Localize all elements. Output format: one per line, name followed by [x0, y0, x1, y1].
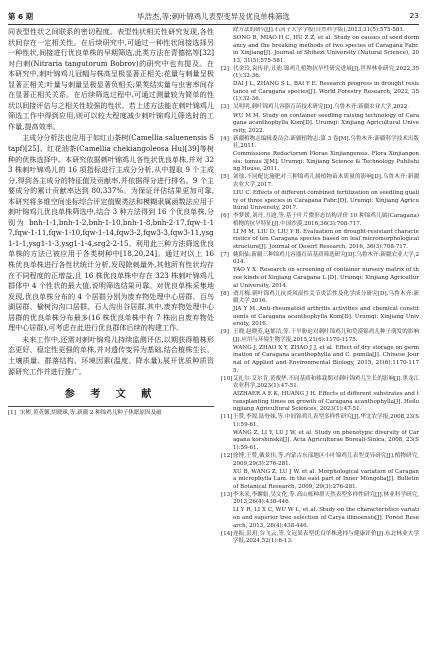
reference-number: [221, 430, 233, 453]
reference-text: 代金玲,袁传祥,丑迪.锦鸡儿植物抗旱性研究进展[J].世界林业研究,2022,35(1):32-36.: [233, 65, 419, 80]
reference-text: XU B, WANG Z, LU J W, et al. Morphological variation of Caragana microphylla Lam. in the east part of Inner Mongolia[J]. Bulletin of Botanical Research, 2009, 29(3):276-281.: [233, 468, 419, 490]
reference-text: 艾扎尔·艾尔肯,黄俊华.不同基质和移栽期对刺叶锦鸡儿生长的影响[J].黑龙江农业科学,2023(1):47-51.: [233, 375, 419, 390]
reference-text: AIZHAER A E K, HUANG J H. Effects of different substrates and transplanting times on growth of Caragana acanthophylla[J]. Heilongjiang Agricultural Sciences, 2023(1):47-51.: [233, 391, 419, 413]
reference-number: [14]: [221, 530, 233, 537]
reference-number: [221, 391, 233, 414]
reference-number: [221, 229, 233, 252]
reference-text: 刘灿.不同配比施肥对三种锦鸡儿属植物苗木质量的影响[D].乌鲁木齐:新疆农业大学,2017.: [233, 174, 419, 188]
reference-text: 除方法的研究[J].石河子大学学报(自然科学版),2013,31(5):575-581.: [233, 27, 405, 33]
running-title: 毕浩杰,等:刺叶锦鸡儿表型变异及优良单株筛选: [137, 12, 290, 21]
reference-number: [6]: [221, 213, 229, 220]
reference-number: [221, 113, 233, 136]
reference-entry: [221, 453, 419, 468]
reference-text: 姚阳仙.新疆三种锦鸡儿容器育苗基质筛选研究[D].乌鲁木齐:新疆农业大学,2014.: [233, 251, 419, 266]
reference-number: [221, 306, 233, 329]
reference-entry: [221, 507, 419, 530]
reference-text: YAO Y X. Research on screening of container nursery matrix of three kinds of Xinjiang Caragana L.[D]. Urumqi: Xinjiang Agricultural University, 2014.: [233, 267, 419, 289]
reference-text: JIA Y M. Anti-rheumatoid arthritis activities and chemical constituents of Caragana acanthophylla Kom[D]. Urumqi: Xinjiang University, 2016.: [233, 306, 419, 328]
reference-number: [8]: [221, 290, 229, 297]
reference-entry: [221, 306, 419, 329]
reference-text: Commissione Redactorum Florae Xinjiangensis. Flora Xinjiangensis: tomus 3[M]. Urumqi: Xinjiang Science & Technology Publishing House, 2011.: [233, 151, 419, 173]
reference-entry: [221, 531, 419, 546]
reference-text: WANG Z, LI Y, LU J W, et al. Study on phenotypic diversity of Caragana korshinskii[J]. Acta Agriculturae Boreali-Sinica, 2008, 23(S1):59-61.: [233, 429, 419, 452]
reference-entry: [221, 391, 419, 414]
reference-entry: [221, 345, 419, 375]
reference-text: 贾月梅.刺叶锦鸡儿抗炎风湿性关节炎活性及化学成分研究[D].乌鲁木齐:新疆大学,2016.: [233, 290, 419, 305]
reference-number: [9]: [221, 329, 229, 336]
reference-text: LI M M, LIU D, LIU Y B. Evaluation on drought-resistant characteristics of ten Caragana species based on leaf micromorphological structure[J]. Journal of Desert Research, 2016, 36(3):708-717.: [233, 228, 419, 250]
reference-entry: [221, 267, 419, 290]
reference-text: 新疆植物志编辑委员会.新疆植物志:第 3 卷[M].乌鲁木齐:新疆科学技术出版社,2011.: [233, 135, 419, 150]
reference-text: 宋彬,黄英馨,胡晓珠,等.新疆 2 种锦鸡儿种子休眠原因及破: [20, 410, 162, 417]
reference-number: [3]: [221, 104, 229, 111]
reference-entry: [221, 492, 419, 507]
reference-number: [5]: [221, 174, 229, 181]
body-paragraph: 同表型性状之间联系的密切程度。表型性状相关性研究发现,各性状间存在一定相关性。在后续研究中,可通过一种性状间接选择另一种性状,间接进行优良单株的早期筛选,此类方法在青德铭等[32]对白刺(Nitraria tangutorum Bobrov)的研究中也有提及。在本研究中,刺叶锦鸡儿冠幅与株高呈极显著正相关;花量与刺量呈极显著正相关;叶量与刺量呈极显著负相关;果荚结实量与虫害率间存在显著正相关关系。在后续筛选过程中,可通过测量较为简单的性状以间接评估与之相关性较强的性状。若上述方法能在刺叶锦鸡儿筛选工作中得到应用,则可以较大程度减少刺叶锦鸡儿筛选时的工作量,提高效率。: [8, 27, 214, 131]
reference-text: 王赞,李源,陆登妹,等.中间锦鸡儿表型多样性研究[J].华北农学报,2008,23(S1):59-61.: [233, 414, 419, 428]
reference-number: [221, 469, 233, 492]
reference-text: 徐博,王赞,戴景伟,等.内蒙古东部地区小叶锦鸡儿表型变异研究[J].植物研究,2009,29(3):276-281.: [233, 453, 419, 467]
reference-number: [1]: [8, 410, 16, 417]
reference-number: [13]: [221, 491, 233, 498]
reference-entry: [221, 27, 419, 35]
reference-entry: [221, 430, 419, 453]
reference-entry: [221, 66, 419, 81]
reference-entry: [221, 35, 419, 65]
reference-number: [221, 151, 233, 174]
reference-entry: [221, 136, 419, 151]
reference-entry: [221, 174, 419, 189]
reference-entry: [221, 229, 419, 252]
reference-number: [221, 35, 233, 65]
reference-text: LI Y R, LI X C, WU W L, et al. Study on the characteristics variation and superior tree selection of Carya illinoensis[J]. Forest Research, 2013, 26(4):438-446.: [233, 507, 419, 529]
running-header: [8, 10, 419, 25]
reference-entry: [8, 410, 214, 418]
reference-text: 吴明明.刺叶锦鸡儿容器育苗技术研究[D].乌鲁木齐:新疆农业大学,2022.: [233, 104, 410, 111]
reference-text: LIU C. Effects of different combined fertilization on seedling quality of three species in Caragana Fabr.[D]. Urumqi: Xinjiang Agricultural University, 2017.: [233, 189, 419, 212]
reference-number: [221, 81, 233, 104]
body-paragraph: 未来工作中,还需对刺叶锦鸡儿持续监测评估,以期获得植株形态更好、稳定性更强的单株,并对遗传变异为基础,结合植株生长、土壤质量、群落结构、环境因素(温度、降水量),展开优质种质资源研究工作并进行推广。: [8, 334, 214, 376]
references-list-left: [8, 406, 214, 418]
reference-text: DAI J L, ZHANG S L, BAI Y E. Research progress in drought resistance of Caragana species[J]. World Forestry Research, 2022, 35(1):32-36.: [233, 81, 419, 103]
reference-number: [221, 507, 233, 530]
reference-number: [4]: [221, 135, 229, 142]
right-column: [221, 27, 419, 653]
reference-number: [11]: [221, 414, 233, 421]
reference-entry: [221, 376, 419, 391]
reference-text: 李米米,李螺娟,吴文化,等.高山栎种群天然表型多样性研究[J].林业科学研究,2013,26(4):438-446.: [233, 491, 419, 506]
reference-entry: [221, 329, 419, 344]
reference-entry: [221, 414, 419, 429]
reference-text: 李梦媛,刘丹,丑迪,等.基于叶片微形态结构评价 10 种锦鸡儿属(Caragana)植物的抗旱特征[J].中国沙漠,2016,36(3):708-717.: [233, 213, 419, 227]
reference-entry: [221, 252, 419, 267]
reference-number: [221, 190, 233, 213]
reference-number: [12]: [221, 453, 233, 460]
left-column: [8, 27, 214, 653]
reference-number: [7]: [221, 251, 229, 258]
issue-number: 第 6 期: [8, 12, 34, 21]
references-heading: 参 考 文 献: [64, 389, 158, 401]
reference-entry: [221, 113, 419, 136]
reference-number: [221, 267, 233, 290]
reference-entry: [221, 469, 419, 492]
reference-number: [221, 345, 233, 375]
reference-entry: [221, 213, 419, 228]
reference-text: WANG J, ZHAO X Y, ZHAO J J, et al. Effect of dry storage on germination of Caragana acanthophylla and C. pumila[J]. Chinese Journal of Applied and Environmental Biology, 2015, 21(6):1170-1175.: [233, 344, 419, 374]
reference-entry: [221, 81, 419, 104]
reference-number: [10]: [221, 375, 233, 382]
reference-entry: [221, 190, 419, 213]
page-number: 23: [409, 11, 419, 20]
reference-number: [221, 27, 233, 35]
reference-number: [2]: [221, 65, 229, 72]
reference-text: WU M M. Study on container seedling raising technology of Caragana acanthophylla Kom[D]. Urumqi: Xinjiang Agricultural University, 2022.: [233, 112, 419, 134]
reference-entry: [221, 151, 419, 174]
reference-text: SONG B, MIAO H C, HU Z Z, et al. Study on causes of seed dormancy and the breaking methods of two species of Caragana Fabr. in Xinjiang[J]. Journal of Shihezi University (Natural Science), 2013, 31(5):575-581.: [233, 35, 419, 64]
reference-entry: [221, 104, 419, 112]
reference-text: 王晓,赵晓英,赵郁洁,等.干旱胁迫对刺叶锦鸡儿和荒漠锦鸡儿种子萌发的影响[J].应用与环境生物学报,2015,21(6):1170-1175.: [233, 329, 419, 343]
body-paragraph: 主成分分析法也应用于如红山茶树(Camellia saluenensis Stapf)[25]、红花油茶(Camellia chekiangoleosa Hu)[39]等树种的优株选择中。本研究依据刺叶锦鸡儿各性状优良单株,并对 323 株刺叶锦鸡儿的 16 项指标进行主成分分析,从中提取 9 个主成分,得到各主成分的特征值及贡献率,并依据得分进行排名。9 个主要成分的累计贡献率达到 80.337%。为保证评估结果更加可靠,本研究将多维空间坐标综合评定值聚类法和模糊隶属函数法应用于刺叶锦鸡儿优良单株筛选中,结合 3 种方法得到 16 个优良单株,分别为 bnh-1-1,bnh-1-2,bnh-1-10,bnh-1-8,bnh-2-17,fqw-1-17,fqw-1-11,fqw-1-10,fqw-1-14,fqw3-2,fqw3-3,fqw3-11,ysg1-1-1,ysg1-1-3,ysg1-1-4,srg2-2-15。利用此三种方法筛选优良单株的方法已被应用于各类树种中[18,20,24]。通过对以上 16 株优良单株进行各性状统计分析,发现除刺量外,其他所有性状均存在不同程度的正增益,且 16 株优良单株中存在 323 株刺叶锦鸡儿群体中 4 个性状的最大值,说明筛选结果可靠。对优良单株采集地发现,优良单株分布的 4 个居群分别为废弃物处理中心居群、百鸟湖居群、榆树沟沟口居群、石人沟出谷居群,其中,废弃物处理中心居群的优良单株分布最多(16 株优良单株中有 7 株出自废弃物处理中心居群),可考虑在此进行优良群体后续的构建工作。: [8, 133, 214, 333]
reference-text: 连振,彭玥,谷飞云,等.文冠果表型优良单株选择与健康评价[J].东北林业大学学报,2024,52(1):6-13.: [233, 530, 419, 545]
reference-entry: [221, 291, 419, 306]
references-list-right: [221, 27, 419, 546]
